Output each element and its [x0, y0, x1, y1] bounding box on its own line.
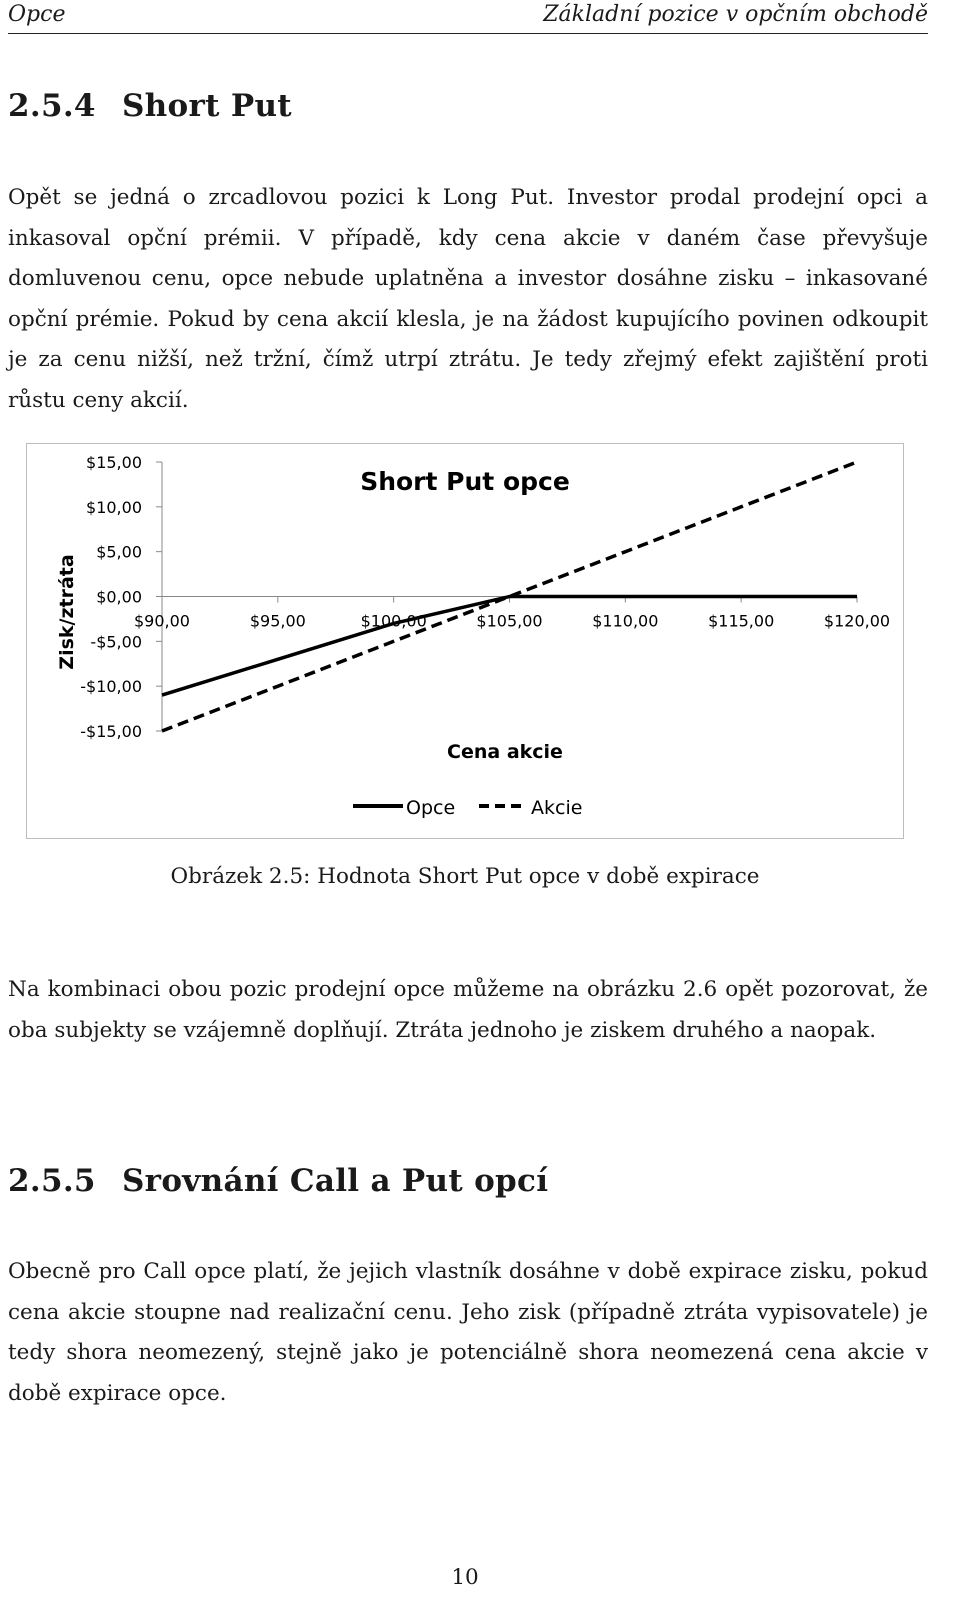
- x-tick-label: $115,00: [708, 611, 775, 631]
- chart-svg: [27, 444, 905, 840]
- paragraph-combination: Na kombinaci obou pozic prodejní opce můžeme na obrázku 2.6 opět pozorovat, že oba subjekty se vzájemně doplňují. Ztráta jednoho je ziskem druhého a naopak.: [8, 977, 928, 1043]
- section-number: 2.5.5: [8, 1163, 96, 1199]
- paragraph-call-put: Obecně pro Call opce platí, že jejich vlastník dosáhne v době expirace zisku, pokud cena akcie stoupne nad realizační cenu. Jeho zisk (případně ztráta vypisovatele) je tedy shora neomezený, stejně jako je potenciálně shora neomezená cena akcie v době expirace opce.: [8, 1259, 928, 1406]
- section-heading-short-put: [8, 88, 292, 124]
- x-tick-label: $90,00: [134, 611, 190, 631]
- x-tick-label: $95,00: [249, 611, 306, 631]
- legend-label-akcie: Akcie: [531, 797, 583, 819]
- section-heading-comparison: [8, 1163, 548, 1199]
- x-tick-label: $110,00: [592, 611, 659, 631]
- y-tick-label: $15,00: [86, 453, 142, 472]
- chart-title: Short Put opce: [360, 467, 570, 496]
- running-header: [8, 0, 928, 34]
- y-tick-label: -$10,00: [80, 677, 142, 697]
- header-section: Základní pozice v opčním obchodě: [543, 2, 928, 27]
- section-number: 2.5.4: [8, 88, 96, 124]
- y-tick-label: -$15,00: [80, 722, 142, 741]
- figure-caption: Obrázek 2.5: Hodnota Short Put opce v době expirace: [170, 864, 760, 889]
- x-axis-label: Cena akcie: [447, 741, 563, 763]
- x-tick-label: $120,00: [823, 611, 891, 631]
- legend: [353, 797, 582, 819]
- y-axis-label: Zisk/ztráta: [56, 554, 78, 670]
- y-tick-label: $5,00: [96, 542, 142, 562]
- page-number: 10: [451, 1565, 479, 1590]
- chart-figure: [26, 443, 904, 839]
- x-tick-label: $100,00: [360, 611, 427, 631]
- y-tick-label: $10,00: [86, 497, 142, 517]
- y-tick-label: $0,00: [96, 587, 142, 607]
- paragraph-short-put: Opět se jedná o zrcadlovou pozici k Long Put. Investor prodal prodejní opci a inkasoval opční prémii. V případě, kdy cena akcie v daném čase převyšuje domluvenou cenu, opce nebude uplatněna a investor dosáhne zisku – inkasované opční prémie. Pokud by cena akcií klesla, je na žádost kupujícího povinen odkoupit je za cenu nižší, než tržní, čímž utrpí ztrátu. Je tedy zřejmý efekt zajištění proti růstu ceny akcií.: [8, 185, 928, 413]
- y-tick-label: -$5,00: [90, 632, 142, 652]
- section-title: Short Put: [122, 88, 292, 124]
- legend-label-opce: Opce: [406, 797, 456, 819]
- x-tick-label: $105,00: [476, 611, 543, 631]
- header-chapter: Opce: [8, 2, 66, 27]
- section-title: Srovnání Call a Put opcí: [122, 1163, 549, 1199]
